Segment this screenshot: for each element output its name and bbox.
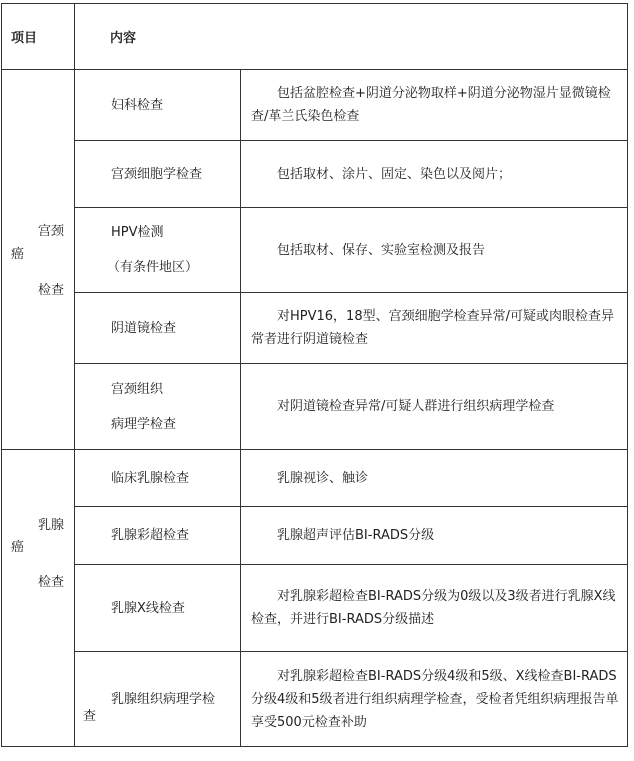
item-cell: 乳腺X线检查	[75, 565, 241, 652]
item-line1: 乳腺组织病理学检	[111, 691, 216, 707]
screening-table	[1, 3, 628, 747]
desc-cell	[241, 208, 628, 293]
desc-cell	[241, 70, 628, 141]
desc-text: 包括盆腔检查+阴道分泌物取样+阴道分泌物湿片显微镜检查/革兰氏染色检查	[251, 86, 611, 124]
table-row	[2, 507, 628, 565]
category-cervical	[2, 70, 75, 450]
item-cell: 妇科检查	[75, 70, 241, 141]
desc-cell	[241, 293, 628, 364]
header-content: 内容	[75, 4, 628, 70]
table-row	[2, 141, 628, 208]
category-label-line1: 宫颈	[38, 224, 65, 239]
item-line2: （有条件地区）	[107, 260, 199, 275]
item-cell: 临床乳腺检查	[75, 450, 241, 507]
desc-cell	[241, 141, 628, 208]
table-row	[2, 70, 628, 141]
desc-text: 包括取材、涂片、固定、染色以及阅片；	[277, 166, 512, 182]
item-cell	[75, 364, 241, 450]
category-label-line3: 检查	[38, 283, 65, 298]
desc-cell	[241, 652, 628, 747]
table-row	[2, 208, 628, 293]
item-line1: 宫颈组织	[111, 381, 164, 397]
item-cell: 宫颈细胞学检查	[75, 141, 241, 208]
desc-text: 乳腺超声评估BI-RADS分级	[277, 528, 435, 543]
item-tail: 查	[83, 709, 97, 724]
table-row	[2, 450, 628, 507]
category-label-line2: 癌	[11, 247, 25, 262]
desc-cell	[241, 507, 628, 565]
item-cell: 乳腺彩超检查	[75, 507, 241, 565]
desc-text: 对阴道镜检查异常/可疑人群进行组织病理学检查	[277, 399, 555, 414]
table-row	[2, 652, 628, 747]
desc-text: 对乳腺彩超检查BI-RADS分级4级和5级、X线检查BI-RADS分级4级和5级者进行组织病理学检查，受检者凭组织病理报告单享受500元检查补助	[251, 668, 619, 730]
item-cell	[75, 652, 241, 747]
category-label-line1: 乳腺	[38, 518, 65, 533]
table-row	[2, 565, 628, 652]
desc-text: 乳腺视诊、触诊	[277, 470, 369, 486]
desc-text: 对乳腺彩超检查BI-RADS分级为0级以及3级者进行乳腺X线检查，并进行BI-RADS分级描述	[251, 589, 616, 627]
item-cell	[75, 208, 241, 293]
item-cell: 阴道镜检查	[75, 293, 241, 364]
category-breast	[2, 450, 75, 747]
header-item: 项目	[2, 4, 75, 70]
table-row	[2, 293, 628, 364]
item-line2: 病理学检查	[111, 416, 177, 432]
desc-cell	[241, 565, 628, 652]
desc-cell	[241, 450, 628, 507]
item-line1: HPV检测	[111, 225, 164, 240]
category-label-line3: 检查	[38, 575, 65, 590]
desc-text: 包括取材、保存、实验室检测及报告	[277, 242, 486, 258]
desc-cell	[241, 364, 628, 450]
table-row	[2, 364, 628, 450]
desc-text: 对HPV16，18型、宫颈细胞学检查异常/可疑或肉眼检查异常者进行阴道镜检查	[251, 309, 614, 347]
table-header-row	[2, 4, 628, 70]
category-label-line2: 癌	[11, 540, 25, 555]
